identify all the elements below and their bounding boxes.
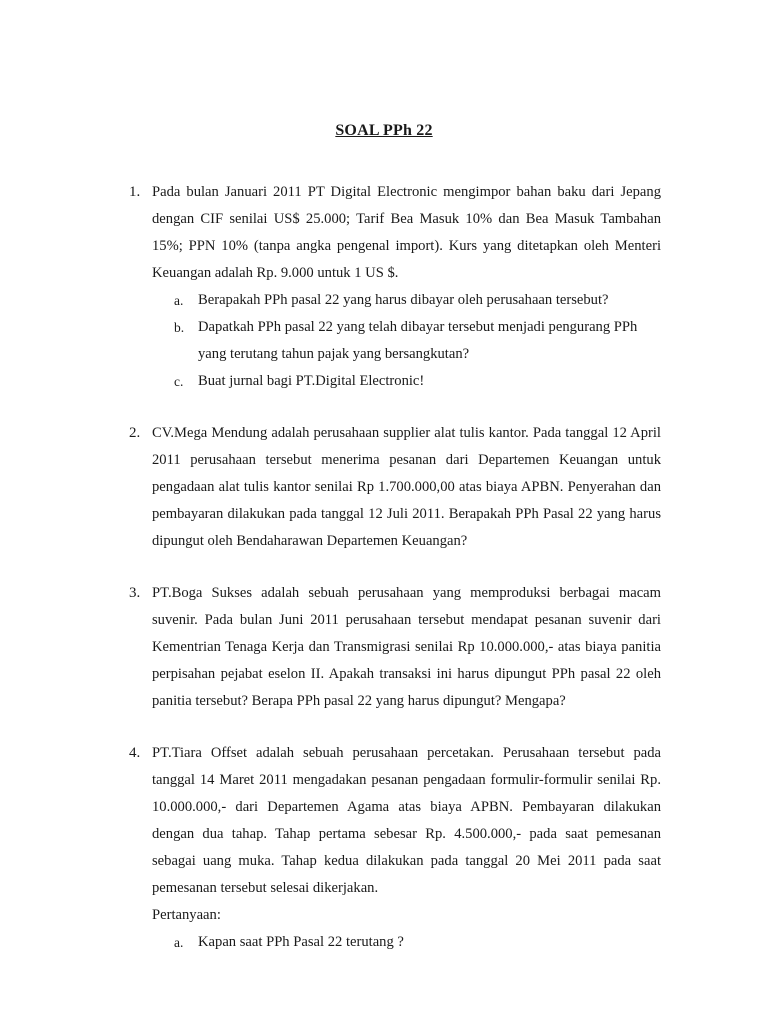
sub-text: Kapan saat PPh Pasal 22 terutang ? [198, 934, 404, 950]
question-3 [129, 580, 661, 715]
sub-question-b [174, 314, 661, 368]
question-text: CV.Mega Mendung adalah perusahaan supplier alat tulis kantor. Pada tanggal 12 April 2011 perusahaan tersebut menerima pesanan dari Departemen Keuangan untuk pengadaan alat tulis kantor senilai Rp 1.700.000,00 atas biaya APBN. Penyerahan dan pembayaran dilakukan pada tanggal 12 Juli 2011. Berapakah PPh Pasal 22 yang harus dipungut oleh Bendaharawan Departemen Keuangan? [152, 425, 661, 549]
question-text: PT.Boga Sukses adalah sebuah perusahaan yang memproduksi berbagai macam suvenir. Pada bulan Juni 2011 perusahaan tersebut mendapat pesanan suvenir dari Kementrian Tenaga Kerja dan Transmigrasi senilai Rp 10.000.000,- atas biaya panitia perpisahan pejabat eselon II. Apakah transaksi ini harus dipungut PPh pasal 22 oleh panitia tersebut? Berapa PPh pasal 22 yang harus dipungut? Mengapa? [152, 585, 661, 709]
question-number: 1. [129, 184, 141, 200]
question-number: 3. [129, 585, 141, 601]
question-label: Pertanyaan: [152, 907, 221, 923]
question-number: 4. [129, 745, 141, 761]
question-4 [129, 740, 661, 956]
question-text: PT.Tiara Offset adalah sebuah perusahaan percetakan. Perusahaan tersebut pada tanggal 14 Maret 2011 mengadakan pesanan pengadaan formulir-formulir senilai Rp. 10.000.000,- dari Departemen Agama atas biaya APBN. Pembayaran dilakukan dengan dua tahap. Tahap pertama sebesar Rp. 4.500.000,- pada saat pemesanan sebagai uang muka. Tahap kedua dilakukan pada tanggal 20 Mei 2011 pada saat pemesanan tersebut selesai dikerjakan. [152, 745, 661, 896]
sub-question-c [174, 368, 661, 395]
sub-letter: a. [174, 293, 184, 308]
question-number: 2. [129, 425, 141, 441]
sub-text: Buat jurnal bagi PT.Digital Electronic! [198, 373, 425, 389]
question-1 [129, 179, 661, 395]
document-title: SOAL PPh 22 [335, 122, 433, 139]
question-2 [129, 420, 661, 555]
sub-text: Dapatkah PPh pasal 22 yang telah dibayar tersebut menjadi pengurang PPh yang terutang tahun pajak yang bersangkutan? [198, 319, 638, 362]
sub-letter: b. [174, 320, 185, 335]
sub-letter: a. [174, 935, 184, 950]
sub-question-a [174, 287, 661, 314]
sub-letter: c. [174, 374, 184, 389]
sub-text: Berapakah PPh pasal 22 yang harus dibayar oleh perusahaan tersebut? [198, 292, 609, 308]
question-text: Pada bulan Januari 2011 PT Digital Electronic mengimpor bahan baku dari Jepang dengan CIF senilai US$ 25.000; Tarif Bea Masuk 10% dan Bea Masuk Tambahan 15%; PPN 10% (tanpa angka pengenal import). Kurs yang ditetapkan oleh Menteri Keuangan adalah Rp. 9.000 untuk 1 US $. [152, 184, 661, 281]
sub-question-a [174, 929, 661, 956]
